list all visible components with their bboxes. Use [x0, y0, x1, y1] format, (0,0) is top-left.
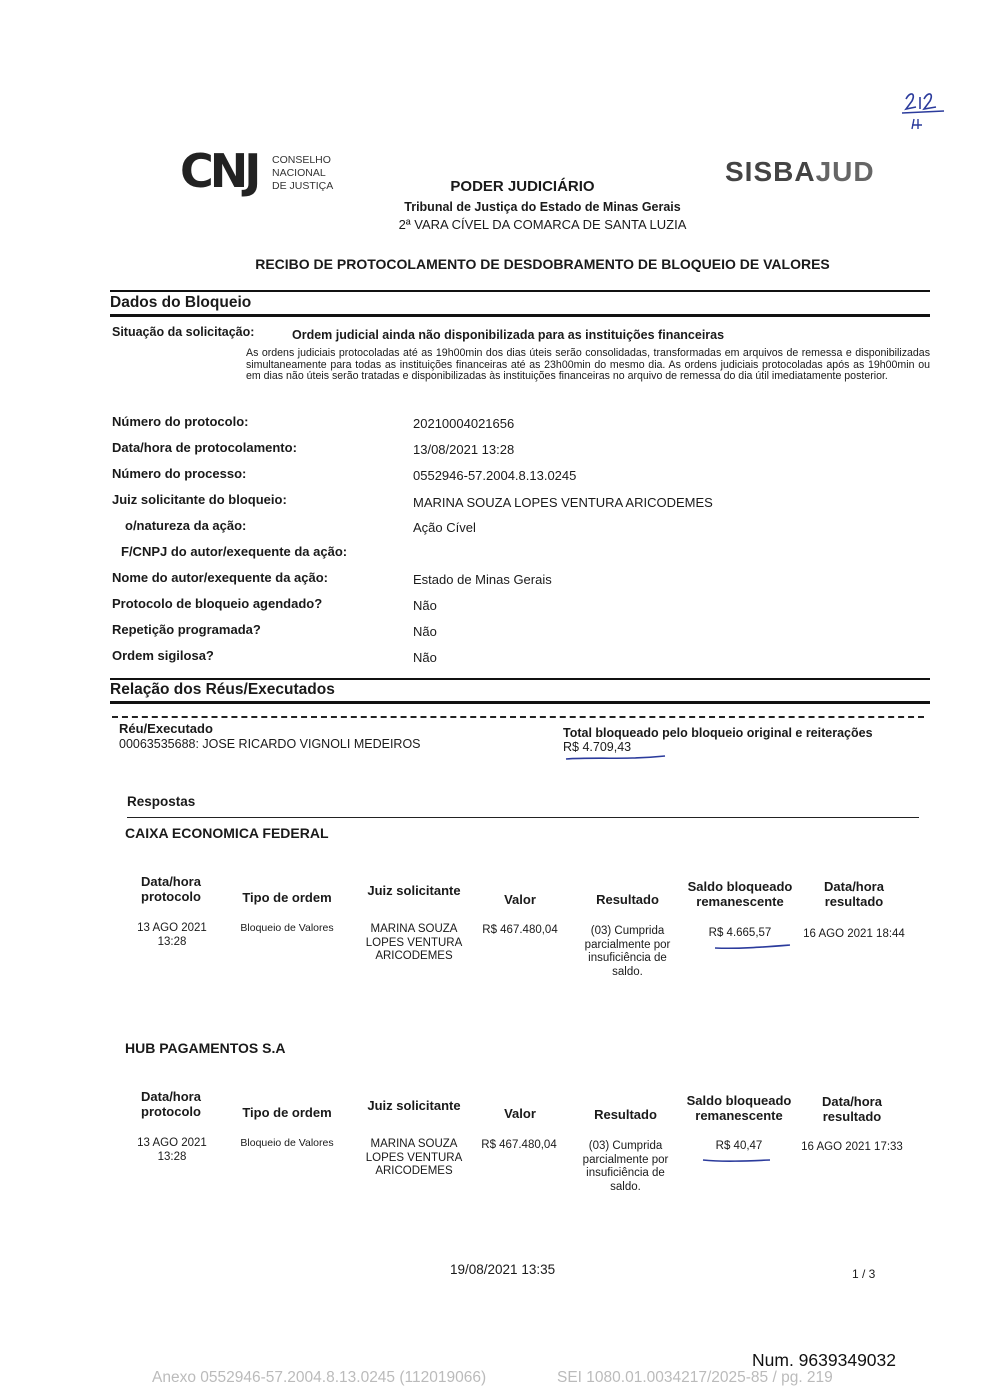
cnj-logo-line-2: NACIONAL [272, 167, 326, 179]
dashed-divider [112, 716, 924, 718]
bank-name: HUB PAGAMENTOS S.A [125, 1040, 286, 1056]
section-divider-top [110, 290, 930, 292]
col-header-tipo: Tipo de ordem [242, 1105, 332, 1120]
cell-juiz: MARINA SOUZA LOPES VENTURA ARICODEMES [365, 923, 463, 962]
reu-label: Réu/Executado [119, 721, 213, 736]
field-value: MARINA SOUZA LOPES VENTURA ARICODEMES [413, 495, 713, 510]
pen-underline-saldo-2 [702, 1156, 772, 1164]
field-label: Repetição programada? [112, 622, 261, 637]
field-value: Não [413, 624, 437, 639]
anexo-reference: Anexo 0552946-57.2004.8.13.0245 (112019066) [152, 1369, 487, 1386]
cell-juiz: MARINA SOUZA LOPES VENTURA ARICODEMES [365, 1138, 463, 1177]
col-header-juiz: Juiz solicitante [367, 883, 461, 898]
field-label: Número do protocolo: [112, 414, 249, 429]
field-value: Não [413, 650, 437, 665]
field-label: o/natureza da ação: [125, 518, 247, 533]
cell-saldo: R$ 40,47 [715, 1140, 763, 1152]
field-label: F/CNPJ do autor/exequente da ação: [121, 544, 348, 559]
bank-name: CAIXA ECONOMICA FEDERAL [125, 825, 329, 841]
field-value: 13/08/2021 13:28 [413, 442, 515, 457]
sisbajud-logo-a: SISBA [725, 156, 816, 187]
col-header-valor: Valor [504, 892, 536, 907]
field-label: Nome do autor/exequente da ação: [112, 570, 328, 585]
field-value: Estado de Minas Gerais [413, 572, 552, 587]
cell-valor: R$ 467.480,04 [482, 924, 558, 936]
field-label: Protocolo de bloqueio agendado? [112, 596, 323, 611]
col-header-resultado: Resultado [594, 1107, 657, 1122]
sei-reference: SEI 1080.01.0034217/2025-85 / pg. 219 [557, 1369, 833, 1386]
section-title-reus: Relação dos Réus/Executados [110, 681, 930, 704]
cell-data-resultado: 16 AGO 2021 17:33 [801, 1141, 903, 1153]
document-number: Num. 9639349032 [752, 1350, 896, 1370]
footer-date: 19/08/2021 13:35 [450, 1262, 556, 1277]
header-vara: 2ª VARA CÍVEL DA COMARCA DE SANTA LUZIA [398, 217, 687, 232]
cell-data-protocolo: 13 AGO 2021 13:28 [137, 922, 207, 948]
document-title: RECIBO DE PROTOCOLAMENTO DE DESDOBRAMENTO DE BLOQUEIO DE VALORES [255, 256, 830, 272]
col-header-resultado: Resultado [596, 892, 659, 907]
col-header-tipo: Tipo de ordem [242, 890, 332, 905]
pen-underline-saldo-1 [714, 943, 792, 951]
cell-tipo: Bloqueio de Valores [240, 922, 334, 934]
col-header-data-resultado: Data/hora resultado [824, 879, 884, 909]
field-label: Número do processo: [112, 466, 247, 481]
header-court: Tribunal de Justiça do Estado de Minas Gerais [404, 200, 681, 214]
cell-data-resultado: 16 AGO 2021 18:44 [803, 928, 905, 940]
handwritten-page-number-drawing [900, 85, 950, 135]
respostas-divider [127, 817, 919, 818]
cell-resultado: (03) Cumprida parcialmente por insuficiência de saldo. [582, 1140, 669, 1193]
field-value: Ação Cível [413, 520, 476, 535]
cnj-logo-line-3: DE JUSTIÇA [272, 180, 334, 192]
col-header-juiz: Juiz solicitante [367, 1098, 461, 1113]
field-label: Data/hora de protocolamento: [112, 440, 297, 455]
field-label: Ordem sigilosa? [112, 648, 214, 663]
section-title-dados: Dados do Bloqueio [110, 294, 930, 317]
col-header-saldo: Saldo bloqueado remanescente [687, 879, 793, 909]
situacao-label: Situação da solicitação: [112, 325, 255, 339]
handwritten-page-number [900, 85, 950, 140]
total-bloqueado-value: R$ 4.709,43 [563, 740, 632, 754]
header-title: PODER JUDICIÁRIO [450, 178, 595, 195]
total-bloqueado-label: Total bloqueado pelo bloqueio original e reiterações [563, 726, 873, 740]
col-header-valor: Valor [504, 1106, 536, 1121]
field-value: Não [413, 598, 437, 613]
cell-data-protocolo: 13 AGO 2021 13:28 [137, 1137, 207, 1163]
cell-valor: R$ 467.480,04 [481, 1139, 557, 1151]
situacao-value: Ordem judicial ainda não disponibilizada para as instituições financeiras [292, 328, 725, 342]
cnj-logo-line-1: CONSELHO [272, 154, 331, 166]
sisbajud-logo-b: JUD [815, 156, 875, 187]
col-header-data-protocolo: Data/hora protocolo [141, 1089, 201, 1119]
col-header-data-protocolo: Data/hora protocolo [141, 874, 201, 904]
cell-saldo: R$ 4.665,57 [708, 927, 772, 939]
cell-tipo: Bloqueio de Valores [240, 1137, 334, 1149]
field-value: 20210004021656 [413, 416, 515, 431]
footer-page-number: 1 / 3 [852, 1267, 876, 1281]
cell-resultado: (03) Cumprida parcialmente por insuficiência de saldo. [584, 925, 671, 978]
field-value: 0552946-57.2004.8.13.0245 [413, 468, 577, 483]
cnj-logo-mark: CNJ [180, 144, 258, 198]
field-label: Juiz solicitante do bloqueio: [112, 492, 287, 507]
col-header-data-resultado: Data/hora resultado [822, 1094, 882, 1124]
col-header-saldo: Saldo bloqueado remanescente [686, 1093, 792, 1123]
situacao-description: As ordens judiciais protocoladas até as 19h00min dos dias úteis serão consolidadas, transformadas em arquivos de remessa e disponibilizadas simultaneamente para todas as instituições financeiras até as 23h00min do mesmo dia. As ordens judiciais protocoladas após as 19h00min ou em dias não úteis serão tratadas e disponibilizadas às instituições financeiras no arquivo de remessa do dia útil imediatamente posterior. [246, 347, 930, 383]
pen-underline-total [565, 754, 667, 762]
section-divider-reus [110, 678, 930, 680]
reu-value: 00063535688: JOSE RICARDO VIGNOLI MEDEIROS [119, 737, 421, 751]
respostas-title: Respostas [127, 794, 196, 809]
